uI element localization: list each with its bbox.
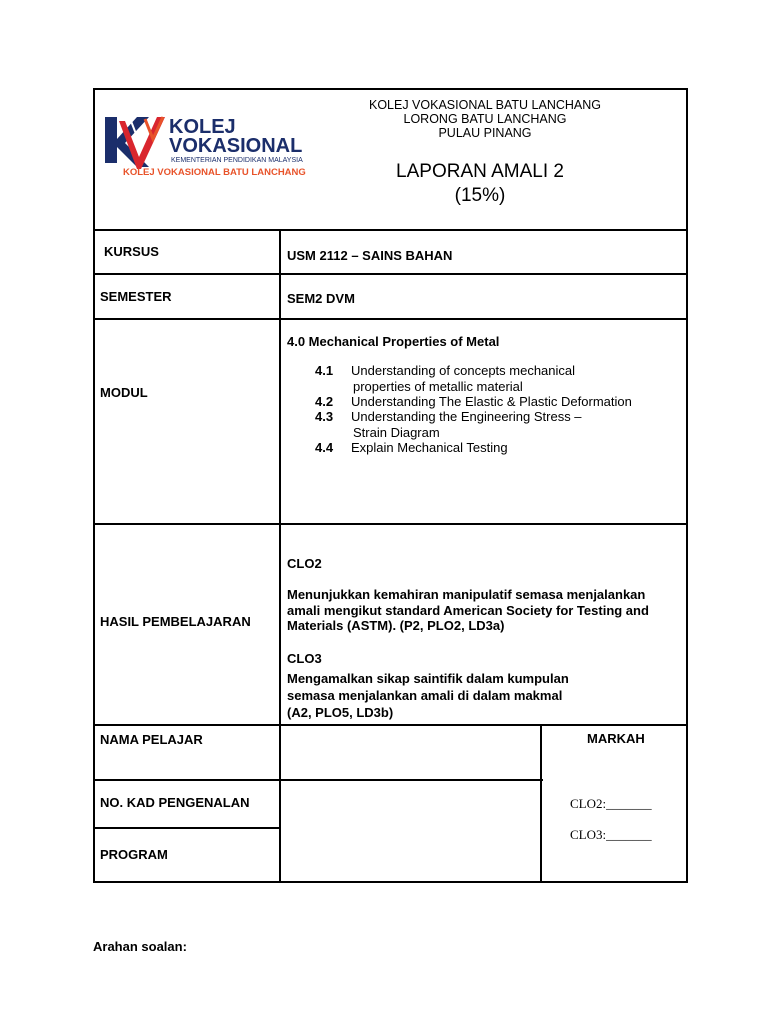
program-field[interactable]: [283, 831, 537, 880]
modul-label: MODUL: [100, 385, 148, 400]
nama-pelajar-field[interactable]: [283, 728, 537, 777]
clo2-description: Menunjukkan kemahiran manipulatif semasa menjalankan: [287, 587, 646, 602]
hasil-pembelajaran-label: HASIL PEMBELAJARAN: [100, 614, 251, 629]
column-divider: [279, 229, 281, 883]
clo2-description: Materials (ASTM). (P2, PLO2, LD3a): [287, 618, 505, 633]
topic-number: 4.4: [315, 440, 334, 455]
row-divider: [93, 827, 281, 829]
logo-ministry: KEMENTERIAN PENDIDIKAN MALAYSIA: [171, 157, 303, 164]
row-divider: [93, 273, 688, 275]
row-divider: [93, 318, 688, 320]
report-title: LAPORAN AMALI 2: [396, 161, 564, 182]
institution-state: PULAU PINANG: [438, 126, 532, 140]
report-weight: (15%): [454, 185, 506, 206]
program-label: PROGRAM: [100, 847, 168, 862]
clo3-description: (A2, PLO5, LD3b): [287, 705, 394, 720]
nama-pelajar-label: NAMA PELAJAR: [100, 732, 203, 747]
clo3-title: CLO3: [287, 651, 322, 666]
row-divider: [93, 523, 688, 525]
modul-heading: 4.0 Mechanical Properties of Metal: [287, 334, 500, 349]
kad-pengenalan-field[interactable]: [283, 783, 537, 827]
arahan-soalan-heading: Arahan soalan:: [93, 939, 187, 954]
row-divider: [93, 229, 688, 231]
logo-word-kolej: KOLEJ: [169, 116, 236, 138]
topic-number: 4.3: [315, 409, 334, 424]
institution-name: KOLEJ VOKASIONAL BATU LANCHANG: [368, 98, 601, 112]
topic-number: 4.1: [315, 363, 334, 378]
column-divider: [540, 724, 542, 883]
clo3-description: Mengamalkan sikap saintifik dalam kumpulan: [287, 671, 569, 686]
clo2-title: CLO2: [287, 556, 322, 571]
kursus-label: KURSUS: [104, 244, 159, 259]
kursus-value: USM 2112 – SAINS BAHAN: [287, 248, 453, 263]
topic-text: Strain Diagram: [353, 425, 440, 440]
topic-text: Explain Mechanical Testing: [351, 440, 508, 455]
logo-college: KOLEJ VOKASIONAL BATU LANCHANG: [123, 167, 306, 177]
row-divider: [93, 724, 688, 726]
kad-pengenalan-label: NO. KAD PENGENALAN: [100, 795, 250, 810]
topic-text: Understanding the Engineering Stress –: [351, 409, 582, 424]
institution-street: LORONG BATU LANCHANG: [403, 112, 567, 126]
logo-word-vokasional: VOKASIONAL: [169, 135, 303, 157]
clo3-mark: CLO3:_______: [570, 827, 652, 842]
markah-label: MARKAH: [587, 731, 645, 746]
topic-text: properties of metallic material: [353, 379, 523, 394]
topic-text: Understanding The Elastic & Plastic Deformation: [351, 394, 632, 409]
topic-number: 4.2: [315, 394, 334, 409]
clo2-description: amali mengikut standard American Society for Testing and: [287, 603, 649, 618]
semester-value: SEM2 DVM: [287, 291, 355, 306]
topic-text: Understanding of concepts mechanical: [351, 363, 576, 378]
row-divider: [93, 779, 543, 781]
clo3-description: semasa menjalankan amali di dalam makmal: [287, 688, 563, 703]
clo2-mark: CLO2:_______: [570, 796, 652, 811]
semester-label: SEMESTER: [100, 289, 172, 304]
